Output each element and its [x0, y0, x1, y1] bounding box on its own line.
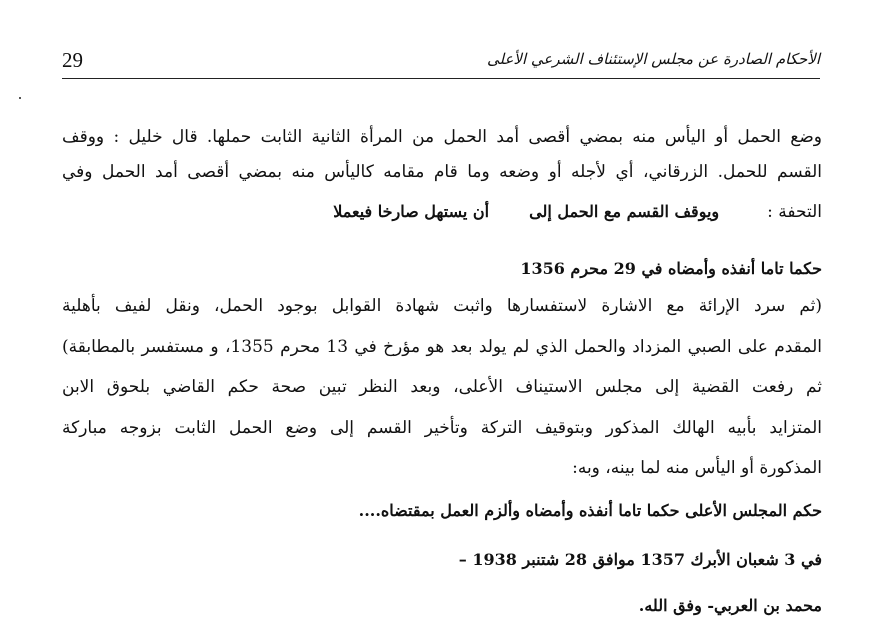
paragraph1-line3 [62, 198, 822, 226]
paragraph1-line2: القسم للحمل. الزرقاني، أي لأجله أو وضعه وما قام مقامه كاليأس منه بمضي أقصى أمد الحمل وفي [62, 162, 822, 182]
paragraph2-line1: (ثم سرد الإرائة مع الاشارة لاستفسارها واثبت شهادة القوابل بوجود الحمل، ونقل لفيف بأهلية [62, 296, 822, 316]
tuhfa-label: التحفة : [767, 202, 822, 222]
verse-hemistich-1: ويوقف القسم مع الحمل إلى [529, 202, 720, 221]
verse-hemistich-2: أن يستهل صارخا فيعملا [333, 202, 490, 221]
page-header [62, 44, 820, 79]
running-title: الأحكام الصادرة عن مجلس الإستئناف الشرعي الأعلى [487, 50, 820, 68]
signature: محمد بن العربي- وفق الله. [638, 596, 822, 615]
margin-mark [19, 97, 21, 99]
paragraph2-line3: ثم رفعت القضية إلى مجلس الاستيناف الأعلى، وبعد النظر تبين صحة حكم القاضي بلحوق الابن [62, 377, 822, 397]
paragraph2-line5: المذكورة أو اليأس منه لما بينه، وبه: [572, 458, 822, 478]
ruling-heading: حكما تاما أنفذه وأمضاه في 29 محرم 1356 [520, 259, 822, 278]
page-number: 29 [62, 48, 83, 72]
council-ruling: حكم المجلس الأعلى حكما تاما أنفذه وأمضاه وألزم العمل بمقتضاه.... [358, 501, 822, 520]
paragraph1-line1: وضع الحمل أو اليأس منه بمضي أقصى أمد الحمل من المرأة الثانية الثابت حملها. قال خليل : ووقف [62, 127, 822, 147]
paragraph2-line4: المتزايد بأبيه الهالك المذكور وبتوقيف التركة وتأخير القسم إلى وضع الحمل الثابت بزوجه مباركة [62, 418, 822, 438]
date-line: في 3 شعبان الأبرك 1357 موافق 28 شتنبر 1938 – [458, 550, 822, 569]
paragraph2-line2: المقدم على الصبي المزداد والحمل الذي لم يولد بعد هو مؤرخ في 13 محرم 1355، و مستفسر بالمطابقة) [62, 337, 822, 357]
